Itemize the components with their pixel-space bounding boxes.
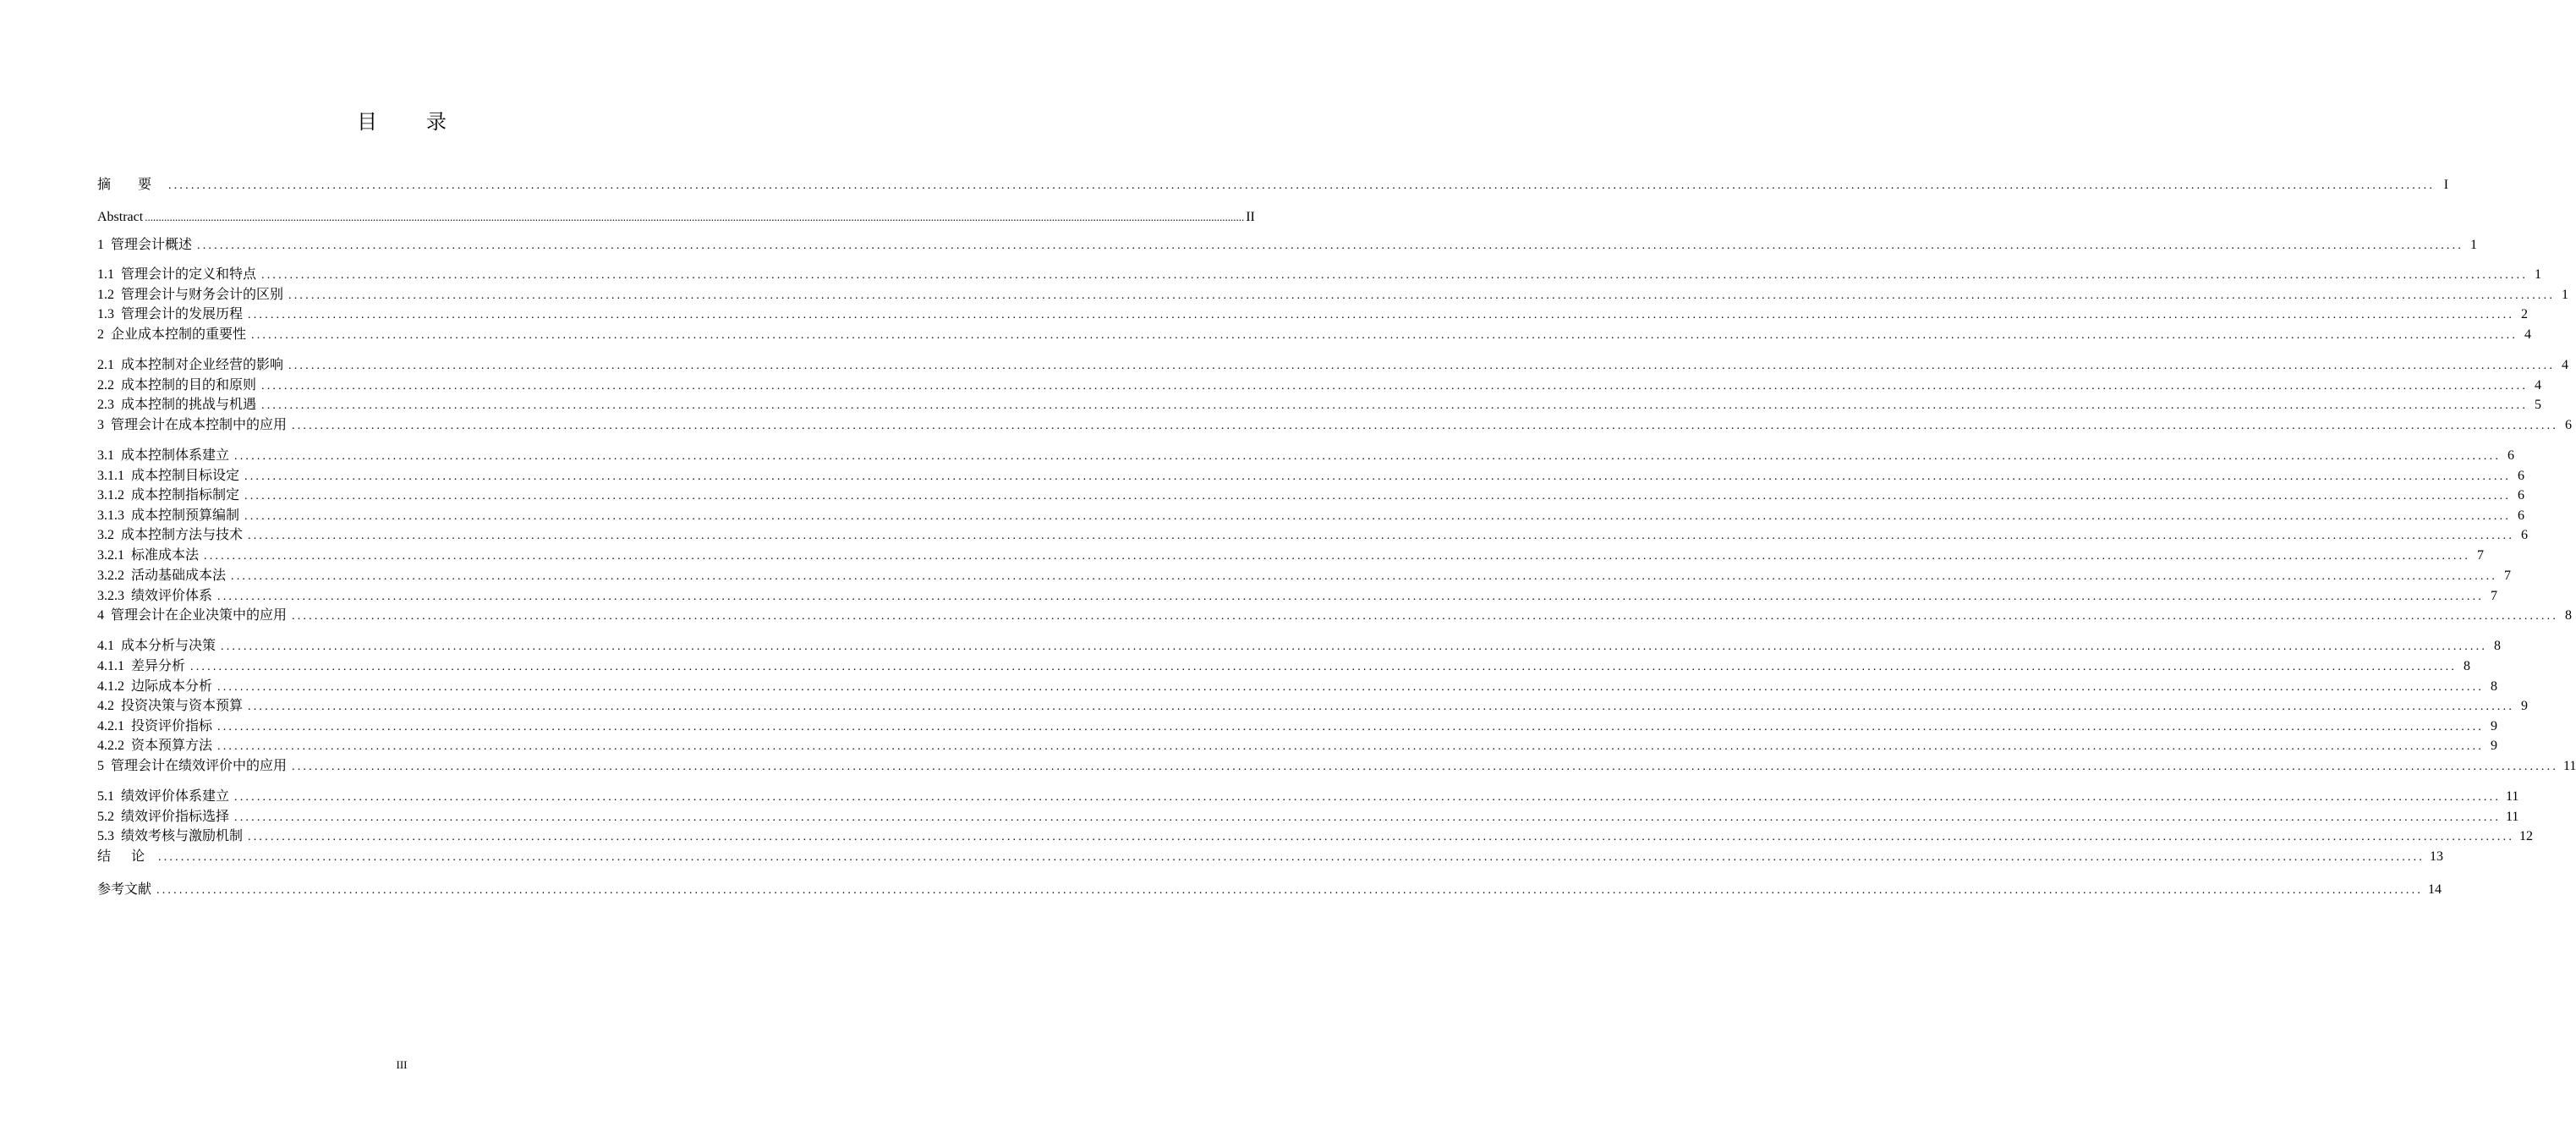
toc-entry-number: 1.3	[97, 307, 114, 321]
toc-entry-number: 2	[97, 327, 104, 342]
toc-entry-title: 成本控制对企业经营的影响	[121, 358, 284, 372]
toc-entry-page: 1	[2562, 288, 2569, 302]
toc-entry-number: 1.1	[97, 267, 114, 282]
toc-entry-page: 2	[2521, 307, 2529, 321]
toc-entry[interactable]	[97, 467, 2525, 486]
toc-entry-label	[97, 486, 239, 505]
toc-entry-number: 3.2.2	[97, 568, 124, 583]
toc-entry[interactable]	[97, 757, 2576, 776]
toc-entry[interactable]	[97, 208, 1255, 227]
toc-entry-number: 5.2	[97, 810, 114, 824]
toc-entry-title: Abstract	[97, 210, 144, 224]
toc-entry-page: 7	[2491, 589, 2498, 603]
toc-entry-label	[97, 737, 212, 755]
toc-entry-label	[97, 788, 229, 806]
dot-leader: ................................................................................................................................................................................................................................................................................................................................................................................................................	[261, 399, 2529, 412]
toc-entry-title: 资本预算方法	[131, 739, 213, 753]
toc-entry-number: 5	[97, 759, 104, 773]
dot-leader: ................................................................................................................................................................................................................................................................................................................................................................................................................	[234, 811, 2502, 824]
toc-entry[interactable]	[97, 788, 2519, 806]
toc-entry-page: 1	[2535, 267, 2542, 282]
toc-entry[interactable]	[97, 637, 2502, 656]
toc-entry-label	[97, 526, 243, 545]
toc-entry[interactable]	[97, 326, 2532, 344]
page-title: 目 录	[357, 112, 469, 134]
dot-leader: ................................................................................................................................................................................................................................................................................................................................................................................................................	[248, 530, 2515, 542]
toc-entry-page: I	[2443, 178, 2449, 192]
dot-leader: ................................................................................................................................................................................................................................................................................................................................................................................................................	[248, 831, 2515, 843]
toc-entry-page: 14	[2428, 882, 2442, 897]
toc-entry[interactable]	[97, 587, 2498, 606]
toc-entry-page: 9	[2491, 719, 2498, 733]
toc-entry-title: 企业成本控制的重要性	[111, 327, 247, 342]
dot-leader: ................................................................................................................................................................................................................................................................................................................................................................................................................	[261, 269, 2529, 282]
toc-entry[interactable]	[97, 236, 2478, 255]
toc-entry-title: 管理会计在绩效评价中的应用	[111, 759, 288, 773]
dot-leader: ................................................................................................................................................................................................................................................................................................................................................................................................................	[156, 884, 2424, 897]
toc-entry-title: 活动基础成本法	[131, 568, 227, 583]
toc-entry-label	[97, 236, 192, 255]
toc-entry-label	[97, 678, 212, 696]
dot-leader: ................................................................................................................................................................................................................................................................................................................................................................................................................	[145, 211, 1245, 223]
toc-entry-number: 1	[97, 238, 104, 252]
toc-entry-page: 11	[2506, 810, 2519, 824]
toc-entry-title: 管理会计概述	[111, 238, 193, 252]
toc-entry-page: 8	[2491, 679, 2498, 694]
toc-entry-title: 管理会计的定义和特点	[121, 267, 257, 282]
toc-entry[interactable]	[97, 305, 2529, 324]
toc-entry-title: 结 论	[97, 849, 154, 864]
dot-leader: ................................................................................................................................................................................................................................................................................................................................................................................................................	[190, 661, 2458, 673]
toc-entry[interactable]	[97, 547, 2485, 565]
dot-leader: ................................................................................................................................................................................................................................................................................................................................................................................................................	[292, 761, 2559, 773]
page-number-footer: III	[396, 1058, 408, 1071]
dot-leader: ................................................................................................................................................................................................................................................................................................................................................................................................................	[217, 740, 2485, 753]
toc-entry-title: 成本控制的挑战与机遇	[121, 398, 257, 412]
toc-entry-label	[97, 326, 246, 344]
dot-leader: ................................................................................................................................................................................................................................................................................................................................................................................................................	[248, 309, 2515, 321]
toc-entry-label	[97, 507, 239, 525]
dot-leader: ................................................................................................................................................................................................................................................................................................................................................................................................................	[217, 590, 2485, 603]
toc-entry-number: 4	[97, 608, 104, 623]
toc-entry-title: 差异分析	[131, 659, 186, 673]
toc-entry-title: 标准成本法	[131, 548, 200, 563]
toc-entry-number: 4.2.1	[97, 719, 124, 733]
toc-entry-number: 3.2.3	[97, 589, 124, 603]
toc-entry-label	[97, 717, 212, 736]
dot-leader: ................................................................................................................................................................................................................................................................................................................................................................................................................	[288, 289, 2556, 302]
toc-entry-number: 3.1	[97, 448, 114, 463]
toc-entry-number: 3.1.2	[97, 488, 124, 503]
toc-entry-number: 5.1	[97, 789, 114, 804]
toc-entry-page: 13	[2430, 849, 2444, 864]
dot-leader: ................................................................................................................................................................................................................................................................................................................................................................................................................	[292, 610, 2559, 623]
toc-entry-number: 4.2.2	[97, 739, 124, 753]
toc-entry[interactable]	[97, 607, 2573, 625]
toc-entry-number: 4.2	[97, 699, 114, 713]
toc-entry[interactable]	[97, 396, 2542, 415]
toc-entry-page: 6	[2565, 418, 2573, 432]
toc-entry-title: 投资决策与资本预算	[121, 699, 244, 713]
toc-entry-page: 4	[2524, 327, 2532, 342]
dot-leader: ................................................................................................................................................................................................................................................................................................................................................................................................................	[234, 450, 2502, 463]
toc-entry-page: 11	[2563, 759, 2576, 773]
toc-entry-page: 6	[2521, 528, 2529, 542]
toc-entry-label	[97, 376, 256, 395]
toc-entry[interactable]	[97, 507, 2525, 525]
dot-leader: ................................................................................................................................................................................................................................................................................................................................................................................................................	[244, 510, 2512, 523]
toc-entry-number: 4.1.1	[97, 659, 124, 673]
toc-entry-number: 4.1.2	[97, 679, 124, 694]
toc-entry-title: 管理会计在企业决策中的应用	[111, 608, 288, 623]
toc-entry[interactable]	[97, 526, 2529, 545]
toc-entry-title: 摘 要	[97, 178, 164, 192]
toc-entry[interactable]	[97, 848, 2444, 866]
toc-entry[interactable]	[97, 697, 2529, 716]
toc-entry-label	[97, 607, 287, 625]
toc-entry[interactable]	[97, 286, 2569, 305]
toc-entry-label	[97, 266, 256, 284]
dot-leader: ................................................................................................................................................................................................................................................................................................................................................................................................................	[158, 851, 2425, 864]
toc-entry-title: 管理会计在成本控制中的应用	[111, 418, 288, 432]
toc-entry-page: 8	[2494, 639, 2502, 653]
toc-entry-title: 成本控制目标设定	[131, 469, 240, 483]
toc-entry-page: 5	[2535, 398, 2542, 412]
toc-entry-label	[97, 305, 243, 324]
dot-leader: ................................................................................................................................................................................................................................................................................................................................................................................................................	[217, 681, 2485, 694]
dot-leader: ................................................................................................................................................................................................................................................................................................................................................................................................................	[292, 420, 2559, 432]
toc-entry[interactable]	[97, 808, 2519, 827]
toc-entry[interactable]	[97, 657, 2471, 676]
toc-entry-label	[97, 827, 243, 846]
toc-entry-page: 4	[2535, 378, 2542, 393]
toc-entry-label	[97, 808, 229, 827]
toc-entry-label	[97, 547, 199, 565]
toc-entry-number: 3.2	[97, 528, 114, 542]
toc-entry-label	[97, 637, 216, 656]
toc-entry[interactable]	[97, 266, 2542, 284]
toc-entry-title: 管理会计的发展历程	[121, 307, 244, 321]
toc-entry-title: 成本控制的目的和原则	[121, 378, 257, 393]
toc-entry-number: 5.3	[97, 829, 114, 843]
toc-entry-title: 成本控制指标制定	[131, 488, 240, 503]
toc-entry[interactable]	[97, 416, 2573, 435]
toc-entry-number: 2.2	[97, 378, 114, 393]
toc-entry-page: 11	[2506, 789, 2519, 804]
toc-entry-page: 6	[2507, 448, 2515, 463]
toc-entry-title: 成本分析与决策	[121, 639, 216, 653]
dot-leader: ................................................................................................................................................................................................................................................................................................................................................................................................................	[168, 179, 2436, 192]
dot-leader: ................................................................................................................................................................................................................................................................................................................................................................................................................	[231, 570, 2498, 583]
toc-entry-page: 9	[2521, 699, 2529, 713]
toc-entry-title: 绩效评价体系	[131, 589, 213, 603]
toc-entry-page: 1	[2470, 238, 2478, 252]
toc-entry-title: 绩效考核与激励机制	[121, 829, 244, 843]
toc-entry-title: 绩效评价体系建立	[121, 789, 230, 804]
toc-entry-title: 管理会计与财务会计的区别	[121, 288, 284, 302]
toc-entry-title: 投资评价指标	[131, 719, 213, 733]
toc-entry-page: 7	[2477, 548, 2485, 563]
dot-leader: ................................................................................................................................................................................................................................................................................................................................................................................................................	[221, 640, 2488, 653]
toc-entry-label	[97, 396, 256, 415]
dot-leader: ................................................................................................................................................................................................................................................................................................................................................................................................................	[234, 791, 2502, 804]
toc-entry-number: 3.2.1	[97, 548, 124, 563]
toc-entry-number: 3	[97, 418, 104, 432]
toc-entry-label	[97, 881, 151, 899]
toc-entry-title: 成本控制预算编制	[131, 508, 240, 523]
toc-entry-page: 9	[2491, 739, 2498, 753]
dot-leader: ................................................................................................................................................................................................................................................................................................................................................................................................................	[244, 490, 2512, 503]
toc-entry-page: 7	[2504, 568, 2512, 583]
dot-leader: ................................................................................................................................................................................................................................................................................................................................................................................................................	[204, 550, 2471, 563]
toc-entry-page: 8	[2464, 659, 2471, 673]
toc-entry-page: 6	[2518, 469, 2525, 483]
toc-entry-label	[97, 657, 185, 676]
toc-entry-label	[97, 208, 143, 227]
toc-entry-label	[97, 467, 239, 486]
toc-entry-label	[97, 447, 229, 465]
toc-entry-page: 6	[2518, 488, 2525, 503]
toc-entry-number: 3.1.1	[97, 469, 124, 483]
dot-leader: ................................................................................................................................................................................................................................................................................................................................................................................................................	[197, 239, 2464, 252]
toc-entry[interactable]	[97, 447, 2515, 465]
toc-entry-label	[97, 848, 153, 866]
toc-entry[interactable]	[97, 827, 2534, 846]
toc-entry-title: 成本控制方法与技术	[121, 528, 244, 542]
toc-entry-label	[97, 416, 287, 435]
dot-leader: ................................................................................................................................................................................................................................................................................................................................................................................................................	[251, 329, 2518, 342]
toc-entry-page: 8	[2565, 608, 2573, 623]
toc-entry-title: 边际成本分析	[131, 679, 213, 694]
toc-entry-title: 绩效评价指标选择	[121, 810, 230, 824]
toc-entry[interactable]	[97, 678, 2498, 696]
toc-entry-title: 成本控制体系建立	[121, 448, 230, 463]
toc-entry-number: 2.1	[97, 358, 114, 372]
toc-entry[interactable]	[97, 356, 2569, 375]
dot-leader: ................................................................................................................................................................................................................................................................................................................................................................................................................	[244, 470, 2512, 483]
toc-entry[interactable]	[97, 717, 2498, 736]
toc-entry-label	[97, 697, 243, 716]
toc-entry-label	[97, 176, 163, 195]
toc-entry-page: II	[1246, 210, 1255, 224]
toc-entry[interactable]	[97, 567, 2512, 585]
toc-entry[interactable]	[97, 176, 2449, 195]
toc-entry-number: 3.1.3	[97, 508, 124, 523]
dot-leader: ................................................................................................................................................................................................................................................................................................................................................................................................................	[261, 380, 2529, 393]
toc-entry-number: 4.1	[97, 639, 114, 653]
toc-entry-label	[97, 587, 212, 606]
dot-leader: ................................................................................................................................................................................................................................................................................................................................................................................................................	[217, 721, 2485, 733]
toc-entry[interactable]	[97, 376, 2542, 395]
toc-entry-title: 参考文献	[97, 882, 152, 897]
toc-entry-label	[97, 356, 283, 375]
toc-entry-label	[97, 567, 226, 585]
toc-entry-number: 2.3	[97, 398, 114, 412]
toc-entry-page: 6	[2518, 508, 2525, 523]
toc-entry[interactable]	[97, 486, 2525, 505]
toc-entry-label	[97, 286, 283, 305]
toc-entry-page: 12	[2519, 829, 2534, 843]
toc-entry-page: 4	[2562, 358, 2569, 372]
dot-leader: ................................................................................................................................................................................................................................................................................................................................................................................................................	[288, 360, 2556, 372]
toc-entry-label	[97, 757, 287, 776]
toc-entry[interactable]	[97, 881, 2442, 899]
toc-entry-number: 1.2	[97, 288, 114, 302]
toc-entry[interactable]	[97, 737, 2498, 755]
dot-leader: ................................................................................................................................................................................................................................................................................................................................................................................................................	[248, 700, 2515, 713]
